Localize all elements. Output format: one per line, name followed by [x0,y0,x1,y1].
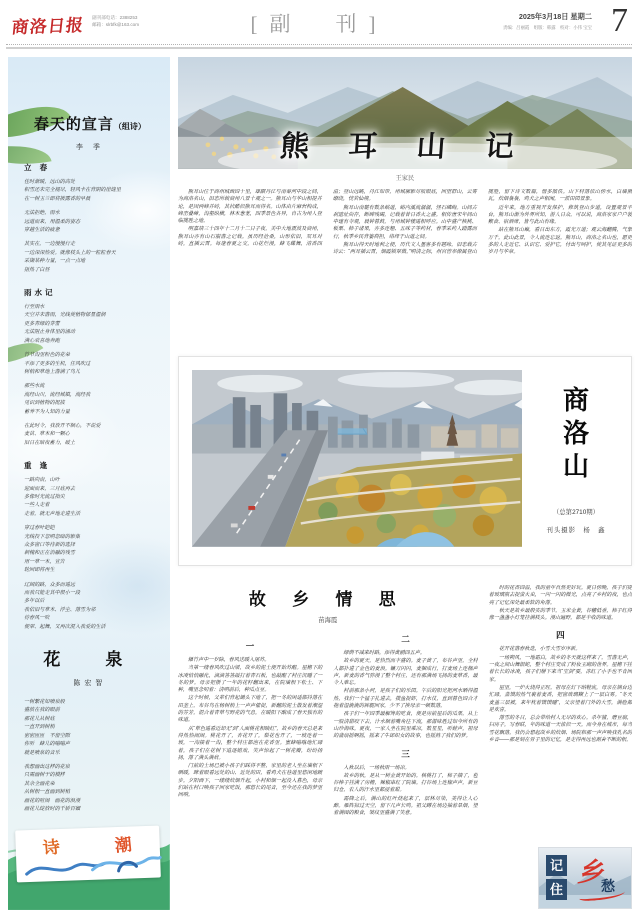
poem-line: 在一树玉兰即将披露香的早晨 [24,195,91,202]
poem1-title-text: 春天的宣言 [33,117,114,133]
masthead [0,0,638,44]
poem-line: 一树繁花如喷泉般 [24,699,65,706]
paragraph: 爆竹声中一岁除，春风送暖入屠苏。 [187,657,270,663]
paragraph: 明嘉靖三十四年十二月十二日子夜，关中大地震波及商州，熊耳山亦有山石崩落之记载。虽历经沧桑，山形依旧，双耳对峙，直插云霄。每逢春夏之交，山花烂漫，蜂飞蝶舞，清香四溢；登山远眺，丹江如带，州城廓影尽收眼底，回望群山，云雾缭绕，恍若仙境。 [177,189,477,248]
feature-article [178,57,632,339]
poem-line: 佳时渐暖，远山的高处 [24,179,75,185]
poem-line: 竹节沟里粉色的花朵 [24,352,70,359]
xiang-character: 乡 [577,858,604,887]
poem-line: 用一草一木，宣告 [24,558,65,565]
bottom-article-columns-1-2 [178,633,478,905]
paragraph: 孩子们一年四季最解馋的吃食，便是房前屋后的瓜果。从上一股清甜咬下去，汁水顺着嘴角往下流，那滋味胜过如今所有的山珍海味。夏夜，一家人坐在院里乘凉，数星星，听蛙声，祖母的蒲扇摇啊摇，摇来了牛郎织女的故事，也摇熟了我们的梦。 [333,711,478,740]
page-content [0,49,638,910]
poem-line: 更多青绿的芽蕾 [24,320,60,327]
date-block [503,12,592,31]
poem1-title [24,113,156,134]
poem-line: 多年以后 [24,598,45,605]
poem1-body [24,162,156,631]
paragraph: 秋天是故乡最殷实的季节。玉米金黄，谷穗低垂，柿子红得像一盏盏小灯笼挂满枝头。漫山遍野，都是丰收的味道。 [488,607,632,622]
paragraph: 村前那条小河，是孩子们的乐园。午后的阳光把河水晒得温热，我们一个猛子扎进去，摸鱼捉虾，打水仗，直到暮色四合才拖着湿漉漉的裤腿回家，少不了挨母亲一顿数落。 [333,688,478,710]
bottom-article-title: 故 乡 情 思 [248,590,407,609]
paragraph: 绿荫不减来时路，添得黄鹂四五声。 [343,650,425,656]
feature-title: 熊 耳 山 记 [278,131,531,163]
section-marker: 三 [401,748,410,759]
bottom-article-left [178,585,478,909]
paragraph: 熊耳山得天时地利之便，历代文人墨客多有题咏。旧志载古诗云：“两耳插云霄，烟霞锁翠微。”明清之际，州官曾率僚属登山揽胜，留下诗文数篇，惜多散佚。山下村落依山傍水，白墙黛瓦，炊烟袅袅，鸡犬之声相闻，一派田园景象。 [332,189,632,256]
poem-line: 便翠、起舞，又再次混入我爱的生活 [24,623,106,630]
poem1-subtitle: （组诗） [113,122,146,131]
section-marker: 四 [556,630,565,641]
paragraph: 故乡的秋，是从一树金黄开始的。核桃打了，柿子摘了，苞谷棒子挂满了房檐，辣椒串红了院墙。打谷场上连枷声声，新豆归仓，农人的汗水里都浸着甜。 [333,772,478,794]
luo-character: 洛 [562,419,589,448]
paragraph: 入秋以后，一场秋雨一场凉。 [343,764,410,771]
paragraph: 这个时候，父辈们背起锄头下地了，把一冬的闲适都抖落在田垄上。布谷鸟在杨树梢上一声声催促，新翻的泥土散发着潮湿的芬芳，混合着青草与野花的气息，在暖阳下酿成了春天独有的味道。 [177,695,323,724]
poem-line: 众多窗口等待新的选择 [24,542,75,548]
poem-line: 其实在，一边慢慢行走 [24,241,75,248]
poem-line: 画花的喧闹 画花的浪漫 [24,797,81,804]
poem-line: 旧日在暗夜蓄力，破土 [24,439,75,446]
section-marker: 二 [401,634,410,644]
poem-line: 无法阻止身体里的涌动 [24,329,75,336]
dept-phone: 副刊部电话：2388253 [92,15,138,20]
poem-line: 一路向南，山叶 [24,477,60,484]
poem-line: 辽阔的路，众多而遥远 [24,581,75,588]
paragraph: 故乡的夏天，是热烈而丰盛的。麦子黄了，布谷声里，全村人都扑进了金色的麦浪。镰刀闪闪，麦捆成行，打麦场上连枷声声，新麦的香气弥漫了整个村庄，还有那满场飞扬的麦草香，最令人难忘。 [333,658,478,687]
shan-character: 山 [562,452,589,481]
chou-character: 愁 [601,880,615,895]
bottom-article-author: 苗海霞 [318,617,338,624]
poem2-author: 陈宏智 [73,680,107,688]
poem-line: 我想画出这样的花泉 [24,763,70,770]
poem-section-title: 雨水记 [24,288,56,298]
city-illustration [192,370,522,547]
poem-line: 那些水流 [24,383,45,390]
paragraph: 时的花香四溢，我的童年自然更好玩。夏日傍晚，孩子们提着玻璃瓶去捉萤火虫，一闪一闪的微光，点亮了乡村的夜，也点亮了记忆深处最柔软的角落。 [488,585,632,606]
poem-line: 迎面而来，三月底再去 [24,485,75,492]
poem-line: 我依旧与草木、浮尘、落雪为邻 [24,606,96,613]
dotted-rule [6,44,632,45]
mountain-banner-photo [178,57,632,169]
poem-line: 多像时光流过指尖 [24,493,65,500]
shang-character: 商 [562,386,589,415]
poem-line: 在此时令，我放开不顺心，不说爱 [24,422,101,429]
bottom-article-column-3 [489,585,632,909]
bottom-article-column-3-text [489,585,632,843]
poem-line: 积雪还未完全褪尽，轻风卡在背阴的崖缝里 [24,187,121,194]
poem-line: 蓄养不为人知的力量 [24,408,70,415]
poem-section-title: 重 逢 [24,461,51,471]
paragraph: 从“草色遥看近却无”到“人面桃花相映红”，故乡的春天总是来得热热闹闹。桃花开了，杏花开了，梨花也开了，一坡连着一坡，一沟接着一沟，整个村庄都泡在花香里。蜜蜂嗡嗡地忙碌着，孩子们在花树下追逐嬉戏，笑声惊起了一树花瓣，纷纷扬扬，落了满头满肩。 [177,725,323,761]
poem-line: 就是喷泉的音乐 [24,749,60,756]
poem-line: 树梢和草地上落满了鸟儿 [24,368,81,375]
paragraph: 屋里，一炉火烧得正旺。祖母在灯下纳鞋底，母亲在锅台边忙碌，蒸馍的热气裹着麦香，把窗玻璃糊上了一层白雾。“冬天麦盖三层被，来年枕着馍馍睡”，父亲望着门外的大雪，满脸都是欢喜。 [488,684,632,713]
poem1-author: 李 季 [75,144,104,151]
chao-character: 潮 [114,834,134,856]
poem-line: 一边深深热爱。就像枝头上的一粒粒春天 [24,249,116,256]
zhu-character-block: 住 [546,879,567,900]
poem-section-title: 立 春 [24,163,51,172]
poem-line: 麦苗、草木和一颗心 [24,431,70,438]
poem-line: 远道而来，用温柔的姿态 [24,218,81,225]
issue-number: （总第2710期） [552,509,600,516]
ji-character-block: 记 [546,855,567,876]
wave-icon [22,849,163,880]
poem2-body [24,698,156,813]
poem-line: 无法拒绝，雨水 [24,210,60,217]
poem-line: 盛放在我的眼前 [24,707,60,714]
issue-date: 2025年3月18日 星期二 [518,12,592,21]
poem-line: 那花儿从树底 [24,715,55,722]
poem-line: 见识到植物的挺拔 [24,400,65,407]
poem2-title: 花 泉 [43,650,137,670]
staff-line: 责编：吕丽霞 组版：韩露 校对：小伟 宝宝 [502,25,592,30]
paragraph: 花开花落春秋迭，小雪大雪岁序新。 [498,646,581,653]
paragraph: 熊耳山南麓有数条峪道，峪内溪流潺潺，怪石嶙峋。山间古刹遗址尚存，断碑残碣，记载着昔日香火之盛。相传唐宋年间山中建有寺观，晨钟暮鼓，与州城钟楼遥相呼应。山中盛产核桃、板栗、柿子诸果，亦多连翘、五味子等药材，春季采药人踏露而行，秋季乡民背篓荷担，络绎于山道之间。 [332,204,477,240]
poem-line: 采撷某种力量，一点一点地 [24,258,86,265]
paragraph: 熊耳山位于商州城西四十里，雄踞丹江与南秦河中段之间，为商洛名山，旧志所载商州八景十观之一。熊耳山与华山相提并论，是因两峰并峙，其状酷似熊耳而得名。山体由片麻岩构成，峰峦叠嶂，沟壑纵横，林木葱茏，四季景色各异，自古为州人登临揽胜之地。 [177,189,322,225]
poem-section [8,57,170,813]
poem-line: 从树根一直画到树梢 [24,789,70,796]
photo-card-side [534,370,618,552]
poetry-sidebar [8,57,170,910]
poem-line: 其余全画花朵 [24,780,55,787]
paragraph: 霜降之后，满山的红叶烧起来了，层林尽染，美得让人心醉。雁阵掠过天空，留下几声长鸣。祖父蹲在场边抽着旱烟，望着满囤的粮食，皱纹里盛满了笑意。 [333,795,478,817]
city-aerial-photo [192,370,522,552]
poem-line: 待春风一吹 [24,615,50,622]
poem-line: 而我只能走其中很小一段 [24,590,81,597]
paragraph: 一场朔风，一地霜白，故乡的冬天就这样来了。雪落无声，一夜之间山舞银蛇，整个村庄变成了粉妆玉砌的世界。屋檐下挂着长长的冰凌，孩子们掰下来当“宝剑”耍，冻红了小手也不肯回家。 [488,654,632,683]
poem-line: 只需画树干的模样 [24,772,65,779]
shi-character: 诗 [42,837,62,859]
section-marker: 一 [245,641,255,651]
bottom-article [178,585,632,909]
poem-line: 你听 蜂儿的嗡嗡声 [24,741,70,748]
poem-line: 平添了更多的生机，任风吹过 [24,360,91,367]
paragraph: 站在熊耳山巅，看日出东方，霞光万道；观云海翻腾，气象万千。此山此景，令人流连忘返。熊耳山，商洛之名山也，愿更多的人走近它、认识它、爱护它，付出与呵护，使其见证更多的岁月与华章。 [487,227,632,256]
poem-line: 行至雨水 [24,304,45,311]
stanza-gap [24,274,156,280]
paragraph: 当第一缕春风吹过山梁，故乡的泥土便开始苏醒。屋檐下的冰凌悄悄融化，滴滴答答敲打着青石板，也敲醒了村庄沉睡了一冬的梦。母亲把攒了一年的花籽翻出来，在院墙根下松土、下种，嘴里念叨着：清明前后，种瓜点豆。 [177,665,323,694]
paper-logo: 商洛日报 [10,15,85,38]
poem-line: 一直开到树梢 [24,724,55,731]
poem-line: 画花儿绽放时的千娇百媚 [24,805,81,812]
poem-line: 一些人走着 [24,502,50,509]
poem-line: 满心欢喜地奔跑 [24,337,60,344]
poem-line: 穿越生活的疲惫 [24,227,60,234]
poem-line: 轮回即将再生 [24,567,55,574]
masthead-photo-card [178,356,632,566]
main-column [178,57,632,910]
paragraph: 落雪的冬日，总会带给村人无尽的欢心。杀年猪，磨豆腐，扫房子，写春联，年的味道一天浓似一天。而今身在城市，每当雪花飘落，我仍会想起故乡的炊烟、场院和那一声声唤我乳名的乡音——那是刻在骨子里的记忆，是走得再远也割舍不断的根。 [488,715,632,744]
page-number: 7 [611,2,628,39]
poem-line: 穿过春叶皑皑 [24,525,55,532]
poem-line: 天空并未落雨，光线使植物郁显温润 [24,312,106,319]
feature-body [178,189,632,339]
paragraph: 门前的土场已被小孩子们踩得平整，家里的老人坐在墙根下晒暖，眯着眼看远处的山、近处的田，看鸡犬在巷道里悠闲地踱步。夕阳西下，一缕缕炊烟升起，小村和烟一起没入暮色，母亲们站在村口唤孩子回家吃饭，那悠长的尾音，至今还在我的梦里回响。 [177,763,323,799]
paragraph: 近年来，地方重视开发保护，修筑登山步道，设置观景平台，熊耳山渐为外界所知，游人日众。可以说，商洛家家户户装糇食、宿酒席，皆与此山有缘。 [487,204,632,226]
stanza-gap [24,447,156,453]
poem-line: 刺槐和正在消融的残雪 [24,550,75,557]
poem-line: 密密匝匝 不留空隙 [24,732,70,739]
dept-email: 邮箱：slrbfk@163.com [92,22,140,27]
poem-line: 捂热了白昼 [24,266,50,273]
remember-nostalgia-graphic [538,847,632,909]
poem-line: 光线投下忽明忽暗的影集 [24,533,81,540]
poem-line: 走着，就无声地走进生活 [24,510,81,517]
poem-line: 流经山川，流经城镇，流经我 [24,391,91,398]
section-title: [副 刊] [250,12,388,36]
photo-credit: 刊头摄影 杨 鑫 [546,527,606,534]
poetry-tide-card [15,826,160,883]
poetry-tide-graphic [8,822,170,910]
feature-author: 王家民 [395,175,415,182]
